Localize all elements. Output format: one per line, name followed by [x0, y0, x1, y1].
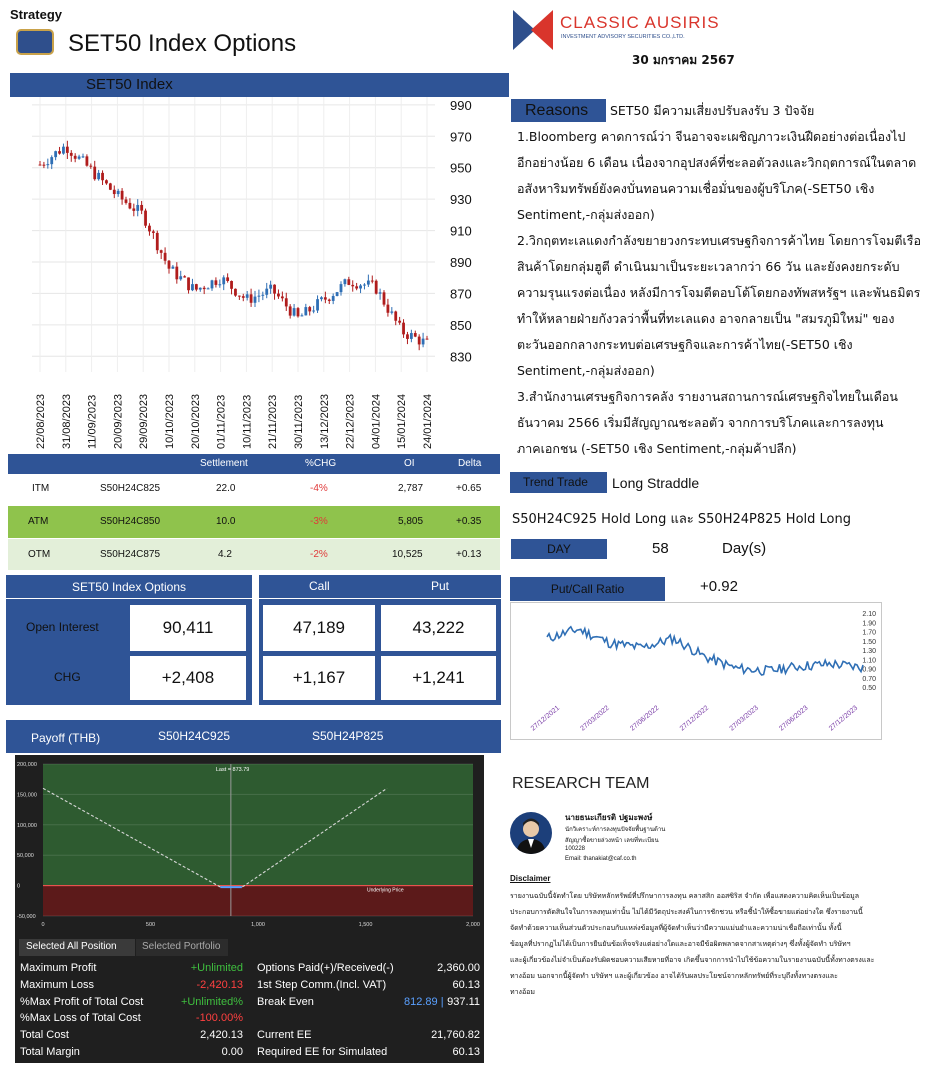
oi-put-value: 43,222: [379, 603, 498, 653]
candle-body: [308, 307, 311, 311]
row-type: OTM: [28, 549, 51, 560]
row-oi: 2,787: [398, 483, 424, 494]
candle-body: [387, 305, 390, 313]
candle-body: [39, 165, 42, 166]
candle-body: [265, 289, 268, 295]
candle-body: [269, 285, 272, 289]
candle-body: [371, 281, 374, 282]
row-series: S50H24C875: [100, 549, 161, 560]
row-type: ITM: [32, 483, 50, 494]
index-x-tick: 10/11/2023: [241, 394, 254, 449]
candle-body: [347, 279, 350, 285]
index-y-tick: 990: [450, 97, 472, 113]
index-x-tick: 20/10/2023: [189, 393, 202, 449]
header-settlement: Settlement: [200, 458, 248, 469]
candle-body: [78, 157, 81, 159]
tab-selected-portfolio[interactable]: Selected Portfolio: [136, 939, 228, 956]
index-y-tick: 870: [450, 286, 472, 302]
candle-body: [394, 311, 397, 320]
candle-body: [390, 311, 393, 312]
options-table-header: [8, 454, 500, 474]
chg-label: CHG: [54, 670, 81, 684]
candle-body: [273, 285, 276, 294]
row-settlement: 10.0: [216, 516, 236, 527]
put-label: Put: [431, 579, 450, 593]
pcr-x-tick: 27/06/2023: [778, 704, 810, 733]
disclaimer-line: ทางอ้อม นอกจากนี้ผู้จัดทำ บริษัทฯ และผู้เกี่ยวข้อง อาจได้รับผลประโยชน์จากหลักทรัพย์ที่ระบุถึงทั้งทางตรงและ: [510, 972, 838, 980]
candle-body: [179, 276, 182, 279]
payoff-header: [6, 720, 501, 753]
candle-body: [289, 306, 292, 315]
payoff-x-tick: 500: [145, 922, 156, 928]
candle-body: [160, 250, 163, 253]
row-type: ATM: [28, 516, 49, 527]
candle-body: [402, 323, 405, 335]
candle-body: [355, 286, 358, 288]
reasons-line: ภาคเอกชน (-SET50 เชิง Sentiment,-กลุ่มค้าปลีก): [517, 441, 797, 456]
candle-body: [54, 151, 57, 157]
candle-body: [414, 333, 417, 337]
pcr-x-tick: 27/03/2023: [728, 704, 760, 733]
pcr-y-tick: 1.10: [862, 657, 876, 665]
candle-body: [183, 276, 186, 277]
index-x-tick: 29/09/2023: [138, 393, 151, 449]
index-x-tick: 04/01/2024: [370, 393, 383, 449]
candle-body: [82, 156, 85, 157]
candle-body: [297, 308, 300, 316]
candle-body: [144, 211, 147, 226]
table-row-itm: [8, 474, 500, 504]
payoff-y-tick: 150,000: [17, 792, 37, 799]
candle-body: [50, 157, 53, 164]
candle-body: [164, 253, 167, 261]
stat-label: Maximum Profit: [20, 962, 97, 974]
stat-label: Total Cost: [20, 1029, 69, 1042]
payoff-x-tick: 0: [41, 922, 45, 928]
disclaimer-line: ประกอบการตัดสินใจในการลงทุนเท่านั้น ไม่ได้มีวัตถุประสงค์ในการชักชวน หรือชี้นำให้ซื้อขายแต่อย่างใด ซึ่งรายงานนี้: [510, 908, 863, 916]
candle-body: [148, 226, 151, 232]
payoff-x-tick: 1,000: [251, 922, 265, 928]
pcr-y-tick: 1.90: [862, 620, 876, 628]
disclaimer-body: [510, 888, 930, 1000]
index-x-tick: 01/11/2023: [215, 394, 228, 449]
index-y-tick: 890: [450, 255, 472, 270]
disclaimer-line: และผู้เกี่ยวข้องไม่จำเป็นต้องรับผิดชอบความเสียหายที่อาจ เกิดขึ้นจากการนำไปใช้ข้อความในรายงานฉบับนี้ทั้งทางตรงและ: [510, 956, 875, 964]
candle-body: [175, 267, 178, 280]
candle-body: [406, 334, 409, 339]
index-candlestick-chart: [10, 97, 505, 452]
candle-body: [172, 267, 175, 269]
candle-body: [101, 173, 104, 180]
stat-value: +Unlimited%: [180, 995, 243, 1008]
candle-body: [320, 297, 323, 299]
stat-label: %Max Profit of Total Cost: [20, 995, 144, 1008]
analyst-email[interactable]: Email: thanakiat@caf.co.th: [565, 856, 637, 862]
candle-body: [62, 147, 65, 154]
reasons-line: 3.สำนักงานเศรษฐกิจการคลัง รายงานสถานการณ์เศรษฐกิจไทยในเดือน: [517, 389, 898, 404]
payoff-x-tick: 2,000: [466, 922, 480, 928]
candle-body: [261, 295, 264, 296]
candle-body: [207, 288, 210, 289]
trend-value: Long Straddle: [612, 475, 700, 491]
row-oi: 5,805: [398, 516, 424, 527]
payoff-y-tick: 50,000: [17, 853, 34, 860]
disclaimer-line: รายงานฉบับนี้จัดทำโดย บริษัทหลักทรัพย์ที่ปรึกษาการลงทุน คลาสสิก ออสซิริส จำกัด เพื่อแสดงความคิดเห็นเป็นข้อมูล: [510, 892, 860, 900]
pcr-y-tick: 1.70: [862, 629, 876, 637]
candle-body: [121, 191, 124, 200]
row-settlement: 22.0: [216, 483, 236, 494]
stat-value: 60.13: [452, 978, 480, 991]
table-row-otm: [8, 539, 500, 570]
index-x-tick: 11/09/2023: [86, 394, 99, 449]
candle-body: [316, 299, 319, 310]
pcr-series-line: [547, 627, 863, 675]
index-x-tick: 15/01/2024: [396, 393, 409, 449]
stat-label: %Max Loss of Total Cost: [20, 1012, 141, 1025]
index-y-tick: 970: [450, 129, 472, 145]
candle-body: [168, 261, 171, 269]
payoff-loss-zone: [43, 886, 473, 916]
candle-body: [293, 308, 296, 316]
stat-label: 1st Step Comm.(Incl. VAT): [257, 978, 387, 991]
header-delta: Delta: [458, 458, 482, 469]
candle-body: [238, 296, 241, 297]
candle-body: [199, 288, 202, 290]
analyst-reg-no: 100228: [565, 846, 586, 852]
candle-body: [254, 297, 257, 303]
candle-body: [379, 292, 382, 293]
candle-body: [234, 289, 237, 296]
candle-body: [281, 296, 284, 298]
chg-put-value: +1,241: [379, 654, 498, 702]
logo-sub-text: INVESTMENT ADVISORY SECURITIES CO.,LTD.: [561, 34, 685, 40]
analyst-role1: นักวิเคราะห์การลงทุนปัจจัยพื้นฐานด้าน: [565, 826, 666, 833]
candle-body: [191, 284, 194, 290]
reasons-line: อีกอย่างน้อย 6 เดือน เนื่องจากอุปสงค์ที่ชะลอตัวลงและวิกฤตการณ์ในตลาด: [517, 155, 917, 170]
logo-main-text: CLASSIC AUSIRIS: [560, 13, 720, 32]
index-y-tick: 950: [450, 160, 472, 176]
oi-total-value: 90,411: [128, 603, 248, 653]
candle-body: [125, 199, 128, 202]
pcr-label: Put/Call Ratio: [510, 577, 665, 601]
header-chg: %CHG: [305, 458, 337, 469]
chg-call-value: +1,167: [261, 654, 377, 702]
candle-body: [93, 167, 96, 180]
candle-body: [383, 292, 386, 304]
research-title: RESEARCH TEAM: [512, 775, 650, 792]
report-date: 30 มกราคม 2567: [632, 53, 735, 67]
candle-body: [250, 294, 253, 302]
pcr-x-tick: 27/06/2022: [629, 704, 661, 733]
call-label: Call: [309, 579, 330, 593]
candle-body: [136, 205, 139, 211]
candle-body: [74, 156, 77, 159]
stat-label: Maximum Loss: [20, 978, 94, 991]
candle-body: [324, 297, 327, 299]
candle-body: [140, 205, 143, 211]
candle-body: [398, 321, 401, 323]
payoff-chart: [15, 758, 484, 930]
pcr-x-tick: 27/12/2022: [678, 704, 711, 733]
pcr-x-tick: 27/03/2022: [579, 704, 611, 733]
row-delta: +0.65: [456, 483, 482, 494]
oi-call-value: 47,189: [261, 603, 377, 653]
stat-value: 2,360.00: [437, 962, 480, 974]
candle-body: [113, 190, 116, 194]
candle-body: [359, 285, 362, 288]
row-oi: 10,525: [392, 549, 423, 560]
payoff-leg1: S50H24C925: [158, 729, 231, 743]
reasons-intro: SET50 มีความเสี่ยงปรับลงรับ 3 ปัจจัย: [610, 103, 815, 118]
oi-label: Open Interest: [26, 620, 99, 634]
candle-body: [211, 280, 214, 288]
candle-body: [195, 284, 198, 289]
candle-body: [97, 173, 100, 179]
disclaimer-line: จัดทำด้วยความเห็นส่วนตัวประกอบกับแหล่งข้อมูลที่ผู้จัดทำเห็นว่ามีความแม่นยำและความน่าเชื่อถือเท่านั้น ทั้งนี้: [510, 924, 842, 932]
header-oi: OI: [404, 458, 415, 469]
candle-body: [258, 296, 261, 297]
pcr-y-tick: 0.70: [862, 675, 876, 683]
pcr-y-tick: 0.90: [862, 666, 876, 674]
candle-body: [132, 208, 135, 210]
candle-body: [66, 147, 69, 153]
reasons-line: 2.วิกฤตทะเลแดงกำลังขยายวงกระทบเศรษฐกิจการค้าไทย โดยการโจมตีเรือ: [517, 233, 922, 248]
stat-value-alt: 812.89 |: [404, 995, 444, 1008]
reasons-line: ความรุนแรงต่อเนื่อง หลังมีการโจมตีตอบโต้โดยกองทัพสหรัฐฯ และพันธมิตร: [517, 285, 921, 300]
candle-body: [285, 298, 288, 306]
row-series: S50H24C825: [100, 483, 161, 494]
candle-body: [105, 180, 108, 183]
candle-body: [410, 333, 413, 339]
candle-body: [58, 151, 61, 153]
reasons-body: [517, 124, 929, 462]
row-delta: +0.35: [456, 516, 482, 527]
index-y-tick: 910: [450, 223, 472, 239]
reasons-line: ธันวาคม 2566 เริ่มมีสัญญาณชะลอตัว จากการบริโภคและการลงทุน: [517, 415, 884, 430]
stat-label: Required EE for Simulated: [257, 1046, 388, 1058]
pcr-line-chart: [511, 603, 881, 739]
candle-body: [46, 164, 49, 165]
candle-body: [222, 277, 225, 284]
table-row-atm: [8, 506, 500, 538]
index-chart-title: SET50 Index: [86, 76, 173, 93]
analyst-avatar: [510, 812, 552, 854]
candle-body: [187, 277, 190, 290]
candle-body: [426, 339, 429, 340]
row-chg: -3%: [310, 516, 328, 527]
candle-body: [304, 307, 307, 315]
stat-value: 937.11: [447, 995, 480, 1008]
payoff-y-tick: 0: [17, 883, 21, 890]
index-x-tick: 31/08/2023: [60, 393, 73, 449]
index-x-tick: 30/11/2023: [293, 394, 305, 449]
candle-body: [70, 153, 73, 156]
summary-header: SET50 Index Options: [6, 575, 252, 598]
reasons-label: Reasons: [511, 99, 606, 122]
pcr-y-tick: 2.10: [862, 611, 876, 618]
candle-body: [129, 203, 132, 209]
candle-body: [152, 231, 155, 233]
payoff-y-tick: 200,000: [17, 762, 37, 768]
candle-body: [367, 281, 370, 285]
row-chg: -2%: [310, 549, 328, 560]
reasons-line: ทำให้หลายฝ่ายกังวลว่าพื้นที่ทะเลแดง อาจกลายเป็น "สมรภูมิใหม่" ของ: [517, 311, 895, 326]
stat-label: Total Margin: [20, 1046, 80, 1058]
disclaimer-label: Disclaimer: [510, 874, 551, 883]
index-x-tick: 22/08/2023: [35, 393, 47, 449]
payoff-x-tick: 1,500: [358, 922, 373, 928]
stat-label: Break Even: [257, 995, 314, 1008]
candle-body: [117, 191, 120, 194]
row-settlement: 4.2: [218, 549, 232, 560]
stat-value: -2,420.13: [196, 978, 243, 991]
payoff-y-tick: 100,000: [17, 822, 37, 829]
index-y-tick: 850: [450, 317, 472, 333]
analyst-role2: สัญญาซื้อขายล่วงหน้า เลขที่ทะเบียน: [565, 837, 659, 844]
stat-value: -100.00%: [195, 1012, 243, 1025]
stat-label: Current EE: [257, 1029, 312, 1042]
candle-body: [340, 284, 343, 292]
reasons-line: ตะวันออกกลางกระทบต่อเศรษฐกิจและการค้าไทย(-SET50 เชิง: [517, 337, 853, 352]
index-x-tick: 21/11/2023: [267, 394, 280, 449]
row-delta: +0.13: [456, 549, 482, 560]
index-x-tick: 10/10/2023: [164, 393, 176, 449]
candle-body: [375, 281, 378, 294]
index-x-tick: 13/12/2023: [318, 393, 331, 449]
reasons-line: Sentiment,-กลุ่มส่งออก): [517, 207, 655, 222]
reasons-line: อสังหาริมทรัพย์ยังคงบั่นทอนความเชื่อมั่นของผู้บริโภค(-SET50 เชิง: [517, 181, 875, 196]
stat-value: 0.00: [221, 1046, 243, 1058]
index-x-tick: 24/01/2024: [422, 393, 434, 449]
candle-body: [418, 337, 421, 345]
candle-body: [218, 284, 221, 285]
call-put-header: [259, 575, 501, 598]
payoff-leg2: S50H24P825: [312, 729, 384, 743]
chg-total-value: +2,408: [128, 654, 248, 702]
candle-body: [301, 315, 304, 316]
candle-body: [230, 281, 233, 289]
payoff-label: Payoff (THB): [31, 731, 101, 745]
candle-body: [215, 280, 218, 285]
candle-body: [89, 166, 92, 167]
page-title: SET50 Index Options: [68, 30, 297, 57]
pcr-y-tick: 1.50: [862, 638, 876, 646]
candle-body: [277, 294, 280, 297]
candle-body: [312, 311, 315, 312]
stat-value: +Unlimited: [190, 962, 243, 974]
stat-value: 60.13: [452, 1046, 480, 1058]
payoff-y-tick: -50,000: [17, 914, 36, 920]
day-value: 58: [652, 540, 669, 557]
stat-value: 2,420.13: [200, 1029, 243, 1042]
pcr-y-tick: 0.50: [862, 685, 876, 692]
reasons-line: Sentiment,-กลุ่มส่งออก): [517, 363, 655, 378]
candle-body: [242, 296, 245, 298]
candle-body: [328, 300, 331, 301]
index-chart-header: [10, 73, 509, 97]
analyst-name: นายธนะเกียรติ ปฐมะพงษ์: [565, 813, 653, 822]
candle-body: [86, 156, 89, 165]
reasons-line: 1.Bloomberg คาดการณ์ว่า จีนอาจจะเผชิญภาวะเงินฝืดอย่างต่อเนื่องไป: [517, 129, 906, 144]
row-series: S50H24C850: [100, 516, 161, 527]
candle-body: [156, 233, 159, 250]
pcr-x-tick: 27/12/2023: [827, 704, 860, 733]
candle-body: [332, 296, 335, 301]
tab-selected-all-position[interactable]: Selected All Position: [19, 939, 135, 956]
candle-body: [351, 285, 354, 286]
row-chg: -4%: [310, 483, 328, 494]
payoff-last-label: Last = 873.79: [215, 767, 250, 773]
candle-body: [109, 183, 112, 189]
trend-label: Trend Trade: [510, 472, 607, 493]
payoff-underlying-label: Underlying Price: [367, 887, 404, 894]
strategy-label: Strategy: [10, 7, 63, 22]
day-unit: Day(s): [722, 540, 767, 557]
disclaimer-line: ข้อมูลที่ปรากฏไม่ได้เป็นการยืนยันข้อเท็จจริงแต่อย่างใดและอาจมีข้อผิดพลาดจากสาเหตุต่างๆ ซึ่งทั้งผู้จัดทำ บริษัทฯ: [510, 940, 851, 948]
pcr-y-tick: 1.30: [862, 648, 876, 655]
candle-body: [43, 165, 46, 166]
candle-body: [203, 288, 206, 289]
candle-body: [246, 294, 249, 297]
index-x-tick: 22/12/2023: [344, 393, 357, 449]
index-y-tick: 830: [450, 349, 472, 365]
set50-badge-icon: [16, 29, 54, 55]
reasons-line: สินค้าโดยกลุ่มฮูตี ดำเนินมาเป็นระยะเวลากว่า 66 วัน และยังคงยกระดับ: [517, 259, 900, 274]
company-logo-icon: [513, 10, 553, 50]
candle-body: [363, 285, 366, 286]
candle-body: [422, 339, 425, 345]
day-label: DAY: [511, 539, 607, 559]
candle-body: [344, 279, 347, 284]
index-y-tick: 930: [450, 192, 472, 208]
candle-body: [336, 292, 339, 296]
disclaimer-line: ทางอ้อม: [510, 988, 535, 996]
stat-label: Options Paid(+)/Received(-): [257, 962, 394, 974]
index-x-tick: 20/09/2023: [112, 393, 125, 449]
pcr-x-tick: 27/12/2021: [529, 704, 562, 733]
trend-detail: S50H24C925 Hold Long และ S50H24P825 Hold Long: [512, 512, 851, 527]
stat-value: 21,760.82: [431, 1029, 480, 1042]
candle-body: [226, 277, 229, 281]
pcr-value: +0.92: [700, 578, 738, 595]
